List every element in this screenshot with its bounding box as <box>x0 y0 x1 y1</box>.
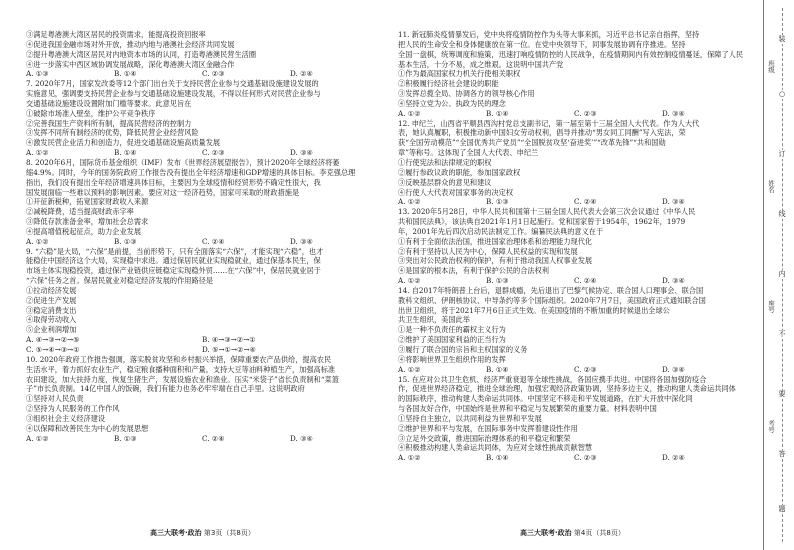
answer-option: D. ⑤→①→②→④ <box>202 345 256 354</box>
text-line: 15. 在应对公共卫生危机、经济严重衰退等全球性挑战，各国应携手共进。中国将各国加强防疫合 <box>398 374 707 384</box>
text-line: ③降低存款准备金率，增加社会总需求 <box>26 217 149 227</box>
answer-option: B. ①③ <box>114 236 137 246</box>
answer-option: D. ③④ <box>662 197 685 207</box>
text-line: ①开征新税种，拓宽国家财政收入来源 <box>26 197 149 207</box>
answer-option: A. ①② <box>26 433 49 443</box>
text-line: 章”等称号。这体现了全国人大代表、申纪兰 <box>398 148 539 158</box>
text-line: 市场主体实现稳投资，通过保产业链供应链稳定实现稳外贸……在“六保”中，保居民就业居于 <box>26 266 321 276</box>
answer-option: C. ②③ <box>574 453 597 463</box>
answer-options <box>398 276 750 286</box>
text-line: 的国际秩序，推动构建人类命运共同体。中国坚定不移走和平发展道路，在扩大开放中深化同 <box>398 394 693 404</box>
answer-option: A. ①② <box>26 148 49 158</box>
answer-option: B. ①③ <box>114 433 137 443</box>
answer-option: C. ②④ <box>574 197 597 207</box>
answer-option: C. ⑤→④→③→① <box>26 345 80 354</box>
text-line: ④将影响世界卫生组织作用的发挥 <box>398 354 506 364</box>
answer-option: C. ②④ <box>202 236 225 246</box>
text-line: “六保”任务之首。保居民就业对稳定经济发展的作用路径是 <box>26 276 214 286</box>
text-line: ③发挥不同所有制经济的优势，降低民营企业经营风险 <box>26 128 199 138</box>
text-line: 共和国民法典》，该法典自2021年1月1日起施行。党和国家曾于1954年，1962年，1979 <box>398 217 686 227</box>
text-line: ③组织社会主义经济建设 <box>26 413 106 423</box>
answer-option: D. ③④ <box>662 364 685 374</box>
text-line: 年，2001年先后四次启动民法制定工作。编纂民法典的意义在于 <box>398 226 604 236</box>
text-line: 子”市长负责制。14亿中国人的饭碗，我们有能力也务必牢牢端在自己手里。这说明政府 <box>26 384 305 394</box>
footer-exam-title: 高三大联考·政治 <box>520 529 572 537</box>
text-line: ③履行了联合国的宗旨和主权国家的义务 <box>398 345 528 354</box>
answer-option: C. ②③ <box>202 69 225 79</box>
text-line: 教科文组织、伊朗核协议、中导条约等多个国际组织。2020年7月7日，美国政府正式通知联合国 <box>398 295 706 305</box>
text-line: ②坚持为人民服务的工作作风 <box>26 404 120 414</box>
text-line: ④取得劳动收入 <box>26 315 77 325</box>
text-line: ①是一种不负责任的霸权主义行为 <box>398 325 506 335</box>
text-line: ①破除市场准入壁垒，维护公平竞争秩序 <box>26 108 156 118</box>
answer-option: A. ①② <box>398 453 421 463</box>
page-4-footer <box>520 528 625 538</box>
answer-option: A. ④→③→②→⑤ <box>26 335 80 345</box>
answer-option: B. ①③ <box>486 197 509 207</box>
text-line: ④行使人大代表对国家事务的决定权 <box>398 187 514 197</box>
gutter-field-label: 班级 <box>767 60 775 73</box>
answer-option: D. ②④ <box>662 453 685 463</box>
answer-option: D. ③④ <box>662 108 685 118</box>
text-line: 14. 自2017年特朗普上台后，退群成瘾，先后退出了巴黎气候协定、联合国人口理事会、联合国 <box>398 285 704 295</box>
answer-option: D. ③④ <box>290 236 313 246</box>
text-line: ④积极推动构建人类命运共同体，为应对全球性挑战贡献智慧 <box>398 443 593 453</box>
text-line: ①有利于全面依法治国，推进国家治理体系和治理能力现代化 <box>398 236 593 246</box>
answer-option: D. ③④ <box>662 276 685 286</box>
gutter-character: ○ <box>776 90 788 99</box>
text-line: ④提高增值税起征点，助力企业发展 <box>26 226 142 236</box>
text-line: ④激发民营企业活力和创造力，促进交通基础设施高质量发展 <box>26 138 221 148</box>
text-line: 指出，我们没有提出全年经济增速具体目标，主要因为全球疫情和经贸形势不确定性很大，我 <box>26 177 321 187</box>
text-line: 交通基础设施建设设置附加门槛等要求。此意见旨在 <box>26 98 192 108</box>
answer-option: D. ③④ <box>290 433 313 443</box>
text-line: ⑤企业利润增加 <box>26 325 77 335</box>
answer-option: B. ①④ <box>486 364 509 374</box>
text-line: ②提升粤港澳大湾区居民对内地资本市场的认同，打造粤港澳民营生活圈 <box>26 49 257 59</box>
text-line: ③反映基层群众的意见和建议 <box>398 177 492 187</box>
answer-options <box>398 453 750 463</box>
text-line: 表，她认真履职，积极推动新中国妇女劳动权利，倡导并推动“男女同工同酬”写入宪法，荣 <box>398 128 686 138</box>
text-line: ②履行参政议政的职能，参加国家政权 <box>398 167 521 177</box>
text-line: 农田建设，加大扶持力度，恢复生猪生产，发展设施农业和渔业。压实“米袋子”省长负责制和“菜篮 <box>26 374 339 384</box>
gutter-character: 不 <box>776 330 788 339</box>
answer-option: A. ①② <box>398 364 421 374</box>
text-line: ④以保障和改善民生为中心的发展思想 <box>26 423 149 433</box>
text-line: 9. “六稳”是大局，“六保”是前提，当前形势下，只有全面落实“六保”，才能实现“六稳”，也才 <box>26 246 324 256</box>
answer-option: B. ①④ <box>486 453 509 463</box>
text-line: ④进一步落实中西区域协调发展战略，深化粤港澳大湾区金融合作 <box>26 59 235 69</box>
answer-option: B. ①④ <box>114 148 137 158</box>
text-line: ③满足粤港澳大湾区居民的投资需求，能提高投资回报率 <box>26 30 206 39</box>
text-line: 实施意见，强调要支持民营企业参与交通基础设施建设发展，不得以任何形式对民营企业参与 <box>26 89 321 99</box>
answer-options <box>26 335 378 345</box>
text-line: 11. 新冠肺炎疫情暴发后，党中央将疫情防控作为头等大事来抓，习近平总书记亲自指挥，坚持 <box>398 30 700 39</box>
text-line: 10. 2020年政府工作报告强调，落实脱贫攻坚和乡村振兴举措，保障重要农产品供给，提高农民 <box>26 354 332 364</box>
text-line: 12. 申纪兰，山西省平顺县西沟村党总支副书记，第一届至第十三届全国人大代表。作为人大代 <box>398 118 700 128</box>
answer-option: A. ①② <box>26 236 49 246</box>
gutter-character: 订 <box>776 150 788 159</box>
text-line: ②维护世界和平与发展，在国际事务中发挥着建设性作用 <box>398 423 578 433</box>
text-line: 基本生活，十分不易，成之维艰。这说明中国共产党 <box>398 59 564 69</box>
text-line: 13. 2020年5月28日，中华人民共和国第十三届全国人民代表大会第三次会议通过《中华人民 <box>398 207 696 217</box>
answer-option: C. ②④ <box>574 276 597 286</box>
text-line: ②维护了美国国家利益的正当行为 <box>398 335 506 345</box>
text-line: 生活水平，着力抓好农业生产，稳定粮食播种面积和产量，支持大豆等油料种植生产，加强高标准 <box>26 364 336 374</box>
answer-option: A. ①③ <box>26 69 49 79</box>
text-line: 作，促进世界经济稳定，推进全球治理，加强宏观经济政策协调，坚持多边主义，推动构建人类命运共同体 <box>398 384 736 394</box>
footer-exam-title: 高三大联考·政治 <box>150 529 202 537</box>
text-line: 把人民的生命安全和身体健康放在第一位。在党中央领导下，同事发展协调有序推进。坚持 <box>398 39 686 49</box>
answer-option: B. ①④ <box>114 69 137 79</box>
gutter-character: 装 <box>776 35 788 44</box>
text-line: 能稳住中国经济这个大局，实现稳中求进。通过保居民就业实现稳就业，通过保基本民生，保 <box>26 256 321 266</box>
text-line: 全国一盘棋，统筹调度和施策，迅速打响疫情防控的人民战争，在疫情期间内有效控制疫情蔓延，保障了人民 <box>398 49 744 59</box>
text-line: ②积极履行经济社会建设的职能 <box>398 79 499 89</box>
answer-options <box>398 197 750 207</box>
text-line: ②减税降费，适当提高财政赤字率 <box>26 207 134 217</box>
text-line: 国发展面临一些难以预料的影响因素。要应对这一经济趋势，国家可采取的财政措施是 <box>26 187 300 197</box>
answer-option: B. ①③ <box>486 276 509 286</box>
answer-option: A. ①② <box>398 197 421 207</box>
binding-gutter <box>763 0 794 550</box>
text-line: ①行使宪法和法律规定的职权 <box>398 157 492 167</box>
gutter-field-label: 姓名 <box>767 180 775 193</box>
text-line: 出世卫组织，将于2021年7月6日正式生效。在美国疫情的不断加重的时候退出全球公 <box>398 305 670 315</box>
gutter-character: 内 <box>776 270 788 279</box>
answer-options <box>26 345 378 355</box>
gutter-character: 线 <box>776 210 788 219</box>
text-line: ①坚持自主独立，以共同利益为世界和平发展 <box>398 413 542 423</box>
answer-options <box>26 69 378 79</box>
text-line: ②完善我国生产资料所有制，提高民营经济的控制力 <box>26 118 192 128</box>
gutter-field-label: 考号 <box>767 420 775 433</box>
answer-option: A. ①② <box>398 276 421 286</box>
text-line: 7. 2020年7月，国家发改委等12个部门出台关于支持民营企业参与交通基础设施建设发展的 <box>26 79 319 89</box>
answer-options <box>398 365 750 375</box>
page-3-column <box>26 30 378 443</box>
text-line: ④促进我国金融市场对外开放，推动内地与港澳社会经济共同发展 <box>26 39 235 49</box>
answer-option: B. ①④ <box>486 108 509 118</box>
text-line: 缩4.9%。同时，今年的国务院政府工作报告没有提出全年经济增速和GDP增速的具体目标。李克强总理 <box>26 167 356 177</box>
footer-page-number: 第3页（共8页） <box>203 529 255 537</box>
text-line: ③突出对公民政治权利的保护，有利于推动我国人权事业发展 <box>398 256 593 266</box>
footer-page-number: 第4页（共8页） <box>573 529 625 537</box>
answer-option: D. ③④ <box>290 148 313 158</box>
text-line: ③发挥总揽全局、协调各方的领导核心作用 <box>398 89 535 99</box>
answer-options <box>26 237 378 247</box>
gutter-character: 题 <box>776 505 788 514</box>
text-line: ③立足外交政策，推进国际治理体系的和平稳定和繁荣 <box>398 433 571 443</box>
gutter-field-label: 座号 <box>767 300 775 313</box>
text-line: 与各国友好合作，中国始终是世界和平稳定与发展繁荣的重要力量。材料表明中国 <box>398 404 657 414</box>
answer-option: C. ②③ <box>574 108 597 118</box>
text-line: ①作为最高国家权力机关行使相关职权 <box>398 69 521 79</box>
text-line: 获“全国劳动模范”“全国优秀共产党员”“全国脱贫攻坚‘奋进奖’”“改革先锋”“共和国勋 <box>398 138 666 148</box>
text-line: ③稳定消费支出 <box>26 305 77 315</box>
answer-option: C. ②③ <box>574 364 597 374</box>
answer-options <box>26 148 378 158</box>
gutter-character: 答 <box>776 450 788 459</box>
text-line: ②促进生产发展 <box>26 295 77 305</box>
text-line: 8. 2020年6月，国际货币基金组织（IMF）发布《世界经济展望报告》，预计2020年全球经济将萎 <box>26 157 340 167</box>
gutter-character: 要 <box>776 390 788 399</box>
page-3-footer <box>150 528 255 538</box>
text-line: 共卫生组织，美国此举 <box>398 315 470 325</box>
text-line: ④是国家的根本法，有利于保护公民的合法权利 <box>398 266 549 276</box>
answer-option: D. ②④ <box>290 69 313 79</box>
text-line: ②有利于坚持以人民为中心，保障人民权益的实现和发展 <box>398 246 578 256</box>
text-line: ④坚持立党为公、执政为民的理念 <box>398 98 506 108</box>
text-line: ①坚持对人民负责 <box>26 394 84 404</box>
answer-option: C. ②③ <box>202 148 225 158</box>
answer-option: C. ②④ <box>202 433 225 443</box>
answer-options <box>26 434 378 444</box>
answer-option: B. ④→③→②→① <box>202 335 256 345</box>
answer-options <box>398 109 750 119</box>
answer-option: A. ①② <box>398 108 421 118</box>
text-line: ①拉动经济发展 <box>26 285 77 295</box>
page-4-column <box>398 30 750 463</box>
